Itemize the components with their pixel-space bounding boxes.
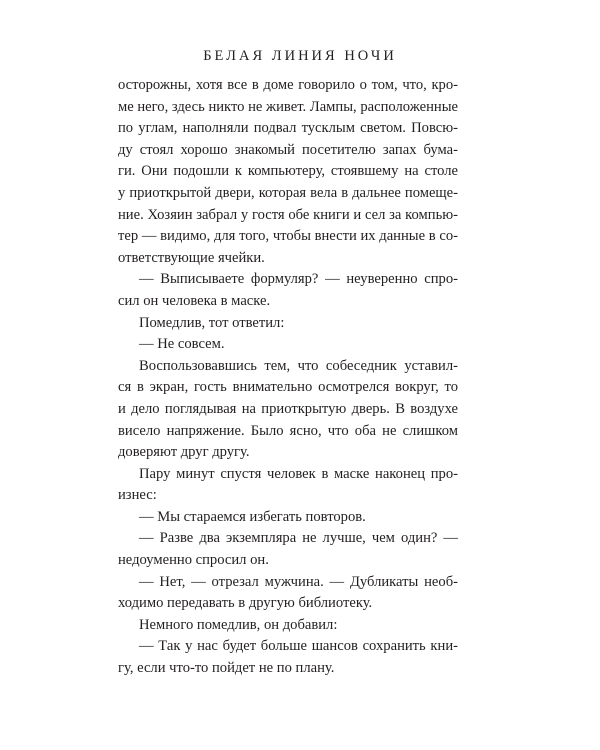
paragraph bbox=[118, 334, 458, 356]
paragraph bbox=[118, 636, 458, 679]
text-line: — Не совсем. bbox=[139, 336, 225, 353]
paragraph bbox=[118, 528, 458, 571]
text-line: гу, если что-то пойдет не по плану. bbox=[118, 660, 335, 677]
text-line: ся в экран, гость внимательно осмотрелся вокруг, то bbox=[118, 379, 458, 396]
text-line: — Нет, — отрезал мужчина. — Дубликаты необ- bbox=[139, 573, 458, 590]
paragraph bbox=[118, 269, 458, 312]
text-line: изнес: bbox=[118, 487, 157, 504]
text-line: — Мы стараемся избегать повторов. bbox=[139, 508, 366, 525]
text-line: Пару минут спустя человек в маске наконец про- bbox=[139, 465, 458, 482]
text-line: у приоткрытой двери, которая вела в дальнее помеще- bbox=[118, 184, 458, 201]
text-line: и дело поглядывая на приоткрытую дверь. В воздухе bbox=[118, 400, 458, 417]
paragraph bbox=[118, 572, 458, 615]
text-line: доверяют друг другу. bbox=[118, 444, 250, 461]
paragraph bbox=[118, 313, 458, 335]
paragraph bbox=[118, 464, 458, 507]
text-line: — Так у нас будет больше шансов сохранить кни- bbox=[139, 638, 458, 655]
running-title: БЕЛАЯ ЛИНИЯ НОЧИ bbox=[203, 48, 397, 64]
text-line: Воспользовавшись тем, что собеседник уставил- bbox=[139, 357, 458, 374]
body-text bbox=[118, 75, 458, 680]
text-line: висело напряжение. Было ясно, что оба не слишком bbox=[118, 422, 458, 439]
text-line: ги. Они подошли к компьютеру, стоявшему на столе bbox=[118, 163, 458, 180]
text-line: ме него, здесь никто не живет. Лампы, расположенные bbox=[118, 98, 458, 115]
text-line: — Разве два экземпляра не лучше, чем один? — bbox=[139, 530, 458, 547]
text-line: Помедлив, тот ответил: bbox=[139, 314, 285, 331]
paragraph bbox=[118, 75, 458, 269]
text-line: недоуменно спросил он. bbox=[118, 552, 269, 569]
text-line: ответствующие ячейки. bbox=[118, 249, 265, 266]
paragraph bbox=[118, 615, 458, 637]
text-line: по углам, наполняли подвал тусклым светом. Повсю- bbox=[118, 120, 458, 137]
paragraph bbox=[118, 356, 458, 464]
text-line: ду стоял хорошо знакомый посетителю запах бума- bbox=[118, 141, 458, 158]
text-line: ходимо передавать в другую библиотеку. bbox=[118, 595, 373, 612]
text-line: — Выписываете формуляр? — неуверенно спро- bbox=[139, 271, 458, 288]
text-line: Немного помедлив, он добавил: bbox=[139, 616, 338, 633]
text-line: ние. Хозяин забрал у гостя обе книги и сел за компью- bbox=[118, 206, 458, 223]
text-line: осторожны, хотя все в доме говорило о том, что, кро- bbox=[118, 77, 458, 93]
text-line: сил он человека в маске. bbox=[118, 292, 271, 309]
paragraph bbox=[118, 507, 458, 529]
text-line: тер — видимо, для того, чтобы внести их данные в со- bbox=[118, 228, 458, 245]
